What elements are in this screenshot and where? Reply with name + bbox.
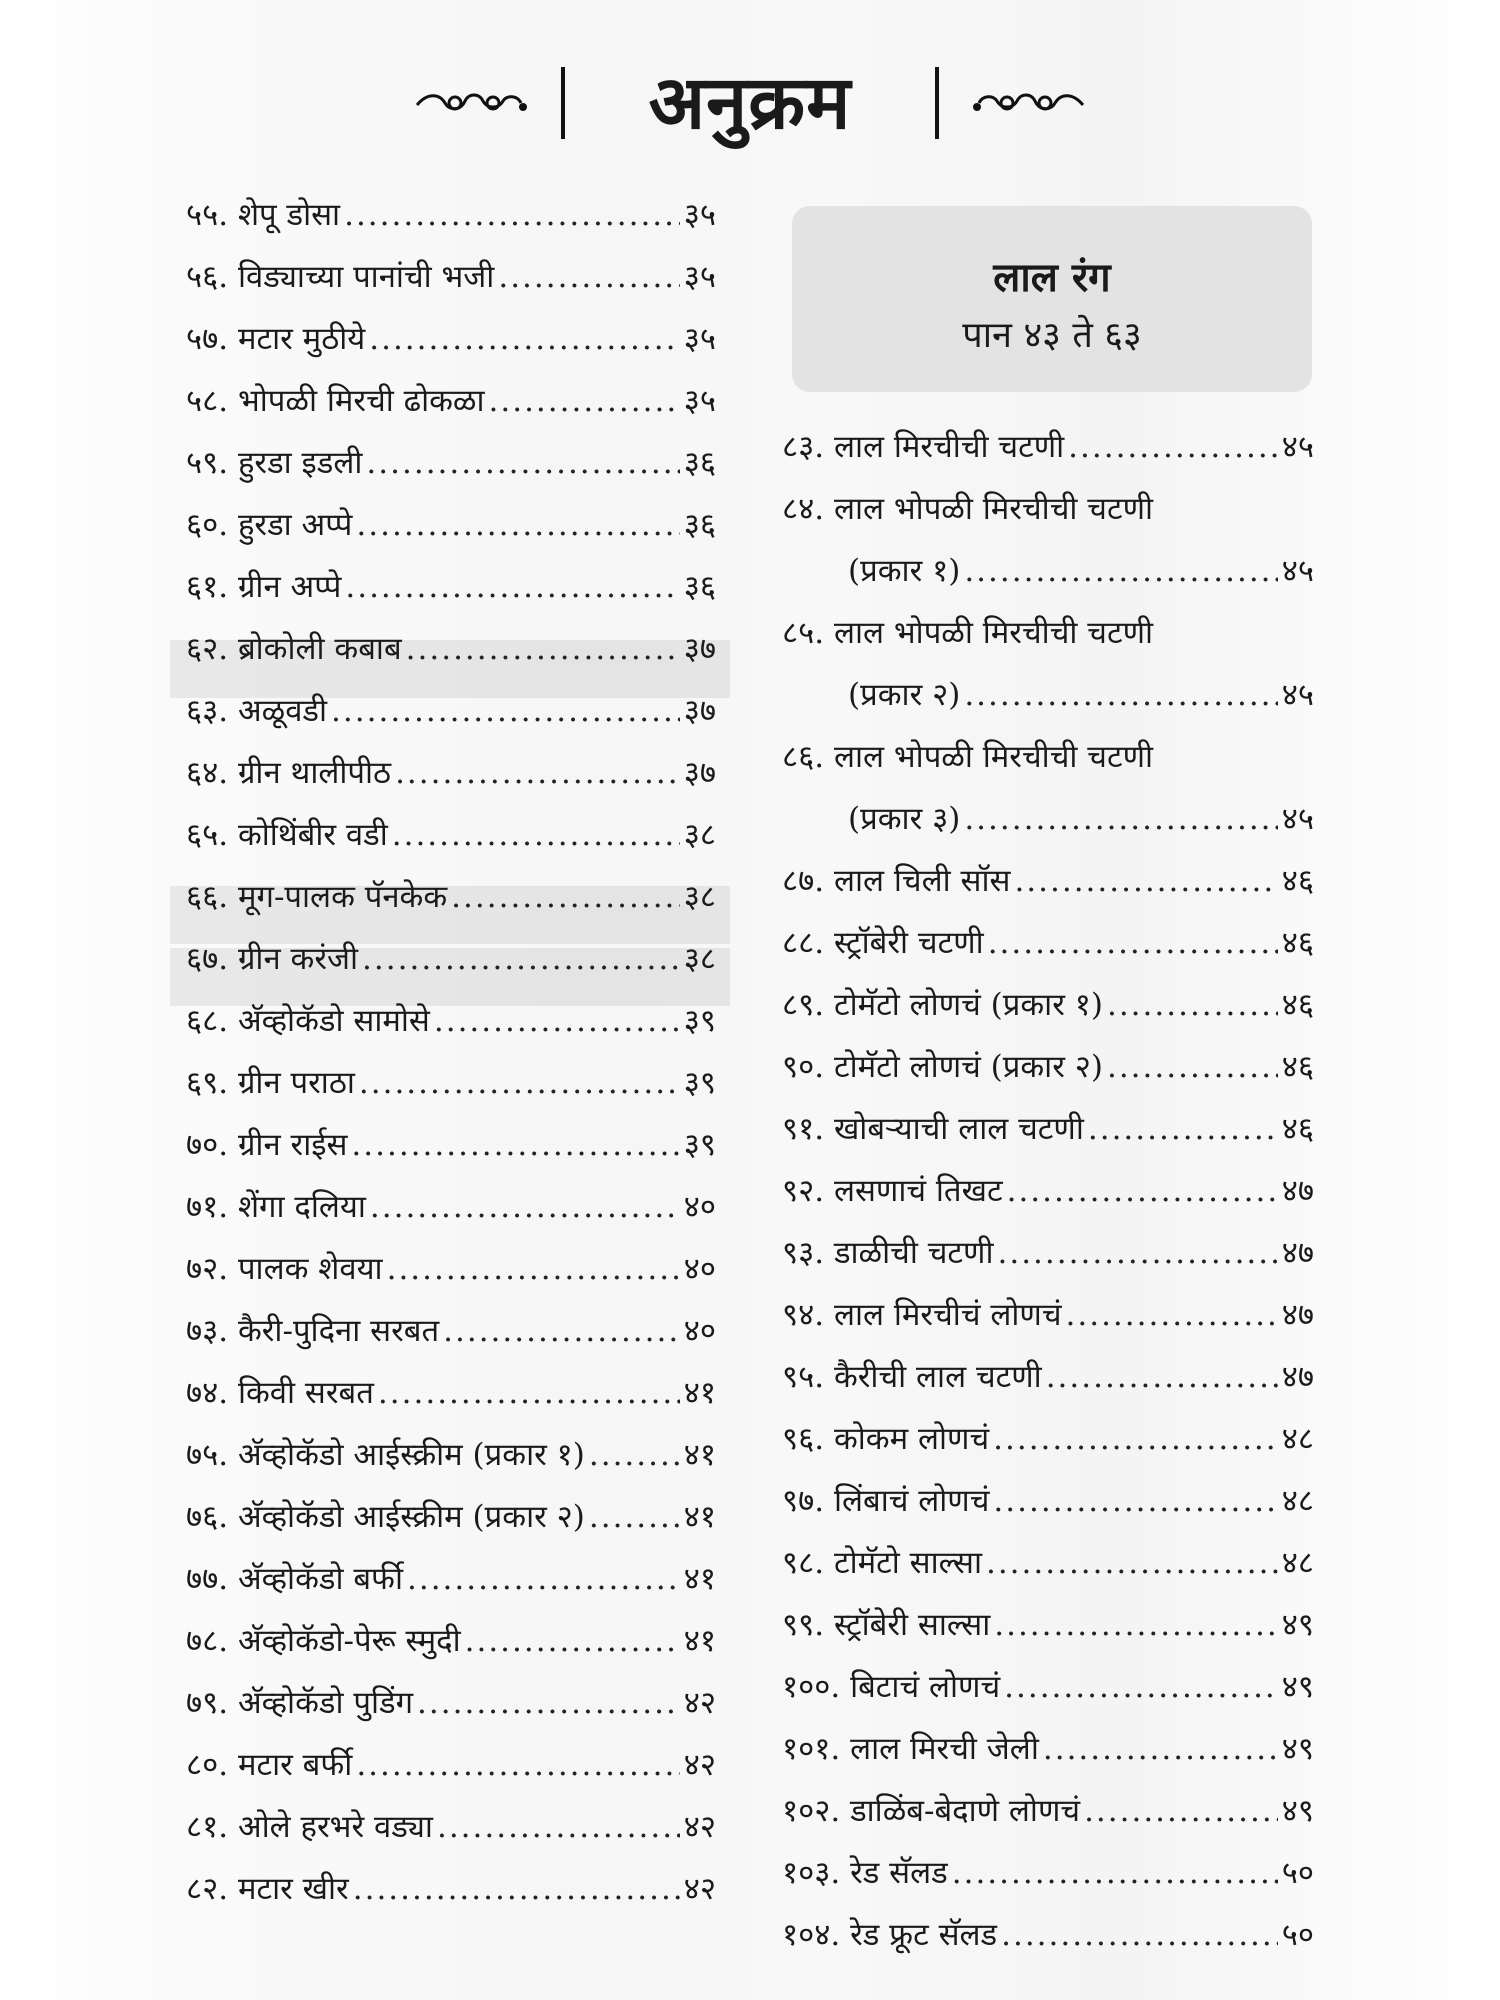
dot-leader (406, 632, 680, 666)
toc-entry-title: ९०. टोमॅटो लोणचं (प्रकार २) (782, 1049, 1103, 1085)
toc-entry-title: ९१. खोबऱ्याची लाल चटणी (782, 1111, 1084, 1147)
dot-leader (395, 756, 680, 790)
dot-leader (1107, 988, 1278, 1022)
toc-entry[interactable] (186, 1190, 716, 1252)
toc-entry[interactable] (186, 1004, 716, 1066)
dot-leader (589, 1500, 680, 1534)
toc-entry-title: ९२. लसणाचं तिखट (782, 1173, 1003, 1209)
dot-leader (1084, 1794, 1278, 1828)
dot-leader (351, 1128, 679, 1162)
toc-page-number: ३८ (683, 817, 716, 853)
toc-entry[interactable] (186, 1624, 716, 1686)
toc-entry-title: ९५. कैरीची लाल चटणी (782, 1359, 1042, 1395)
toc-entry[interactable] (186, 322, 716, 384)
dot-leader (407, 1562, 680, 1596)
toc-entry[interactable] (186, 1810, 716, 1872)
toc-page-number: ४८ (1281, 1545, 1314, 1581)
toc-page-number: ४८ (1281, 1483, 1314, 1519)
dot-leader (345, 570, 679, 604)
dot-leader (988, 926, 1278, 960)
toc-page-number: ४१ (683, 1561, 716, 1597)
toc-entry-subtitle: (प्रकार ३) (848, 801, 961, 837)
toc-page-number: ४१ (683, 1623, 716, 1659)
right-flourish-icon (967, 83, 1087, 123)
toc-entry-title: ९८. टोमॅटो साल्सा (782, 1545, 982, 1581)
toc-entry[interactable] (782, 1918, 1314, 1980)
toc-entry-subtitle: (प्रकार २) (848, 677, 961, 713)
toc-entry[interactable] (782, 864, 1314, 926)
toc-entry-title: ५९. हुरडा इडली (186, 445, 363, 481)
toc-page-number: ३७ (683, 693, 716, 729)
toc-page-number: ४८ (1281, 1421, 1314, 1457)
dot-leader (434, 1004, 680, 1038)
toc-entry-title: ७४. किवी सरबत (186, 1375, 374, 1411)
toc-entry[interactable] (186, 694, 716, 756)
toc-entry-title: ६९. ग्रीन पराठा (186, 1065, 355, 1101)
dot-leader (392, 818, 680, 852)
dot-leader (1107, 1050, 1278, 1084)
toc-page-number: ३५ (683, 197, 716, 233)
toc-page-number: ४६ (1281, 925, 1314, 961)
left-flourish-icon (413, 83, 533, 123)
toc-entry[interactable] (186, 632, 716, 694)
section-page-range: पान ४३ ते ६३ (962, 315, 1142, 356)
dot-leader (1007, 1174, 1278, 1208)
toc-entry-title: ९७. लिंबाचं लोणचं (782, 1483, 990, 1519)
toc-entry[interactable] (186, 1252, 716, 1314)
toc-entry[interactable] (782, 1546, 1314, 1608)
toc-entry-title: ७०. ग्रीन राईस (186, 1127, 348, 1163)
toc-entry[interactable] (186, 508, 716, 570)
dot-leader (370, 1190, 680, 1224)
toc-entry-title: ६८. अ‍ॅव्होकॅडो सामोसे (186, 1003, 430, 1039)
dot-leader (964, 802, 1277, 836)
toc-entry-title: ७२. पालक शेवया (186, 1251, 383, 1287)
toc-entry[interactable] (782, 1112, 1314, 1174)
dot-leader (366, 446, 679, 480)
toc-entry[interactable] (186, 1686, 716, 1748)
toc-entry[interactable] (782, 1360, 1314, 1422)
toc-page-number: ५० (1281, 1855, 1314, 1891)
toc-entry[interactable] (782, 1484, 1314, 1546)
toc-entry[interactable] (186, 1872, 716, 1934)
toc-entry-title: ६६. मूग-पालक पॅनकेक (186, 879, 448, 915)
toc-entry-title: ८४. लाल भोपळी मिरचीची चटणी (782, 491, 1154, 527)
toc-entry-title: ९६. कोकम लोणचं (782, 1421, 990, 1457)
toc-page-number: ४५ (1281, 801, 1314, 837)
dot-leader (331, 694, 680, 728)
toc-entry-title: ८०. मटार बर्फी (186, 1747, 353, 1783)
dot-leader (387, 1252, 680, 1286)
section-heading-box (792, 206, 1312, 392)
toc-page-number: ३५ (683, 321, 716, 357)
toc-entry-title: ७५. अ‍ॅव्होकॅडो आईस्क्रीम (प्रकार १) (186, 1437, 585, 1473)
dot-leader (993, 1422, 1278, 1456)
dot-leader (964, 678, 1277, 712)
toc-entry-title: ८२. मटार खीर (186, 1871, 349, 1907)
toc-entry[interactable] (782, 926, 1314, 988)
toc-page-number: ४९ (1281, 1731, 1314, 1767)
toc-page-number: ४६ (1281, 987, 1314, 1023)
toc-entry-title: ८८. स्ट्रॉबेरी चटणी (782, 925, 984, 961)
left-divider (561, 67, 565, 139)
section-title: लाल रंग (993, 254, 1111, 301)
toc-entry[interactable] (186, 1314, 716, 1376)
toc-page-number: ४५ (1281, 553, 1314, 589)
page-title: अनुक्रम (648, 60, 852, 146)
toc-entry[interactable] (186, 1066, 716, 1128)
dot-leader (378, 1376, 680, 1410)
toc-entry[interactable] (782, 740, 1314, 864)
toc-page-number: ४६ (1281, 1049, 1314, 1085)
dot-leader (359, 1066, 680, 1100)
toc-entry[interactable] (782, 1174, 1314, 1236)
toc-page-number: ३६ (683, 569, 716, 605)
toc-entry-title: ७७. अ‍ॅव्होकॅडो बर्फी (186, 1561, 403, 1597)
toc-entry[interactable] (186, 1128, 716, 1190)
toc-entry-title: ६२. ब्रोकोली कबाब (186, 631, 402, 667)
toc-entry[interactable] (782, 1422, 1314, 1484)
toc-page-number: ४५ (1281, 677, 1314, 713)
toc-page-number: ४१ (683, 1437, 716, 1473)
dot-leader (356, 508, 679, 542)
toc-entry[interactable] (782, 1608, 1314, 1670)
toc-page-number: ४२ (683, 1747, 716, 1783)
toc-page-number: ४९ (1281, 1793, 1314, 1829)
toc-entry-title: ५८. भोपळी मिरची ढोकळा (186, 383, 485, 419)
toc-page-number: ३५ (683, 383, 716, 419)
right-divider (935, 67, 939, 139)
dot-leader (1004, 1670, 1278, 1704)
toc-entry-title: ६४. ग्रीन थालीपीठ (186, 755, 392, 791)
toc-entry-title: ९९. स्ट्रॉबेरी साल्सा (782, 1607, 991, 1643)
toc-right-column (782, 430, 1314, 1980)
toc-entry-title: १०२. डाळिंब-बेदाणे लोणचं (782, 1793, 1081, 1829)
toc-entry-title: ७३. कैरी-पुदिना सरबत (186, 1313, 440, 1349)
toc-entry[interactable] (186, 942, 716, 1004)
dot-leader (1014, 864, 1277, 898)
dot-leader (465, 1624, 680, 1658)
toc-entry-title: ८५. लाल भोपळी मिरचीची चटणी (782, 615, 1154, 651)
toc-entry-title: ७१. शेंगा दलिया (186, 1189, 366, 1225)
toc-entry[interactable] (186, 818, 716, 880)
dot-leader (997, 1236, 1277, 1270)
toc-page-number: ४९ (1281, 1669, 1314, 1705)
toc-page-number: ४५ (1281, 429, 1314, 465)
dot-leader (994, 1608, 1278, 1642)
toc-entry-title: १०१. लाल मिरची जेली (782, 1731, 1039, 1767)
toc-entry-title: ६३. अळूवडी (186, 693, 328, 729)
toc-entry[interactable] (782, 492, 1314, 616)
toc-entry[interactable] (782, 1856, 1314, 1918)
toc-entry[interactable] (782, 1236, 1314, 1298)
toc-page-number: ४१ (683, 1375, 716, 1411)
dot-leader (443, 1314, 680, 1348)
toc-entry-title: ७८. अ‍ॅव्होकॅडो-पेरू स्मुदी (186, 1623, 461, 1659)
toc-page-number: ३५ (683, 259, 716, 295)
dot-leader (1001, 1918, 1278, 1952)
toc-entry[interactable] (186, 198, 716, 260)
dot-leader (498, 260, 679, 294)
toc-page-number: ४७ (1281, 1235, 1314, 1271)
toc-page-number: ४७ (1281, 1359, 1314, 1395)
toc-entry-title: ६१. ग्रीन अप्पे (186, 569, 342, 605)
toc-entry[interactable] (782, 988, 1314, 1050)
dot-leader (1068, 430, 1278, 464)
toc-page-number: ४७ (1281, 1173, 1314, 1209)
dot-leader (1088, 1112, 1278, 1146)
toc-page-number: ३९ (683, 1065, 716, 1101)
toc-page-number: ४७ (1281, 1297, 1314, 1333)
toc-entry[interactable] (186, 1500, 716, 1562)
dot-leader (369, 322, 680, 356)
toc-entry-title: ९४. लाल मिरचीचं लोणचं (782, 1297, 1062, 1333)
toc-page-number: ४९ (1281, 1607, 1314, 1643)
dot-leader (353, 1872, 680, 1906)
toc-page-number: ३७ (683, 631, 716, 667)
toc-page-number: ३७ (683, 755, 716, 791)
toc-entry-title: ९३. डाळीची चटणी (782, 1235, 994, 1271)
dot-leader (1043, 1732, 1278, 1766)
toc-entry[interactable] (186, 1376, 716, 1438)
toc-entry[interactable] (186, 384, 716, 446)
toc-left-column (186, 198, 716, 1934)
toc-entry[interactable] (186, 570, 716, 632)
toc-entry[interactable] (782, 1732, 1314, 1794)
toc-entry[interactable] (186, 260, 716, 322)
toc-entry-title: १००. बिटाचं लोणचं (782, 1669, 1001, 1705)
toc-entry-title: ७९. अ‍ॅव्होकॅडो पुडिंग (186, 1685, 414, 1721)
toc-entry[interactable] (782, 1670, 1314, 1732)
toc-entry-title: ८७. लाल चिली सॉस (782, 863, 1011, 899)
dot-leader (417, 1686, 680, 1720)
toc-page-number: ४० (683, 1313, 716, 1349)
toc-entry-title: १०४. रेड फ्रूट सॅलड (782, 1917, 998, 1953)
toc-entry-title: ६०. हुरडा अप्पे (186, 507, 353, 543)
toc-entry[interactable] (186, 446, 716, 508)
toc-page-number: ४० (683, 1189, 716, 1225)
toc-entry[interactable] (186, 1438, 716, 1500)
toc-page-number: ३८ (683, 879, 716, 915)
toc-entry[interactable] (186, 1748, 716, 1810)
toc-page-number: ३६ (683, 445, 716, 481)
toc-page-number: ३६ (683, 507, 716, 543)
toc-entry-title: ७६. अ‍ॅव्होकॅडो आईस्क्रीम (प्रकार २) (186, 1499, 585, 1535)
dot-leader (356, 1748, 679, 1782)
toc-entry[interactable] (782, 1298, 1314, 1360)
toc-entry[interactable] (782, 430, 1314, 492)
toc-page-number: ४१ (683, 1499, 716, 1535)
dot-leader (589, 1438, 680, 1472)
dot-leader (1046, 1360, 1278, 1394)
toc-entry-title: ८६. लाल भोपळी मिरचीची चटणी (782, 739, 1154, 775)
dot-leader (451, 880, 680, 914)
toc-page-number: ४६ (1281, 863, 1314, 899)
toc-entry[interactable] (186, 880, 716, 942)
toc-entry-subtitle: (प्रकार १) (848, 553, 961, 589)
toc-entry-title: ८९. टोमॅटो लोणचं (प्रकार १) (782, 987, 1103, 1023)
toc-entry-title: ५५. शेपू डोसा (186, 197, 341, 233)
dot-leader (437, 1810, 680, 1844)
toc-entry[interactable] (782, 1794, 1314, 1856)
toc-entry-title: १०३. रेड सॅलड (782, 1855, 948, 1891)
toc-page-number: ५० (1281, 1917, 1314, 1953)
toc-entry-title: ६७. ग्रीन करंजी (186, 941, 359, 977)
dot-leader (362, 942, 680, 976)
toc-entry-title: ६५. कोथिंबीर वडी (186, 817, 388, 853)
dot-leader (986, 1546, 1278, 1580)
toc-page-number: ३९ (683, 1003, 716, 1039)
toc-page-number: ३९ (683, 1127, 716, 1163)
toc-entry[interactable] (782, 616, 1314, 740)
dot-leader (489, 384, 680, 418)
dot-leader (344, 198, 680, 232)
toc-entry[interactable] (186, 1562, 716, 1624)
page-header (0, 48, 1500, 158)
toc-entry[interactable] (186, 756, 716, 818)
toc-page-number: ४२ (683, 1871, 716, 1907)
toc-page-number: ४२ (683, 1685, 716, 1721)
dot-leader (993, 1484, 1277, 1518)
toc-page-number: ४६ (1281, 1111, 1314, 1147)
dot-leader (964, 554, 1277, 588)
toc-entry-title: ५६. विड्याच्या पानांची भजी (186, 259, 495, 295)
toc-page-number: ३८ (683, 941, 716, 977)
toc-entry[interactable] (782, 1050, 1314, 1112)
dot-leader (952, 1856, 1278, 1890)
toc-entry-title: ८१. ओले हरभरे वड्या (186, 1809, 433, 1845)
toc-entry-title: ५७. मटार मुठीये (186, 321, 366, 357)
toc-page-number: ४२ (683, 1809, 716, 1845)
dot-leader (1066, 1298, 1278, 1332)
toc-entry-title: ८३. लाल मिरचीची चटणी (782, 429, 1065, 465)
toc-page-number: ४० (683, 1251, 716, 1287)
